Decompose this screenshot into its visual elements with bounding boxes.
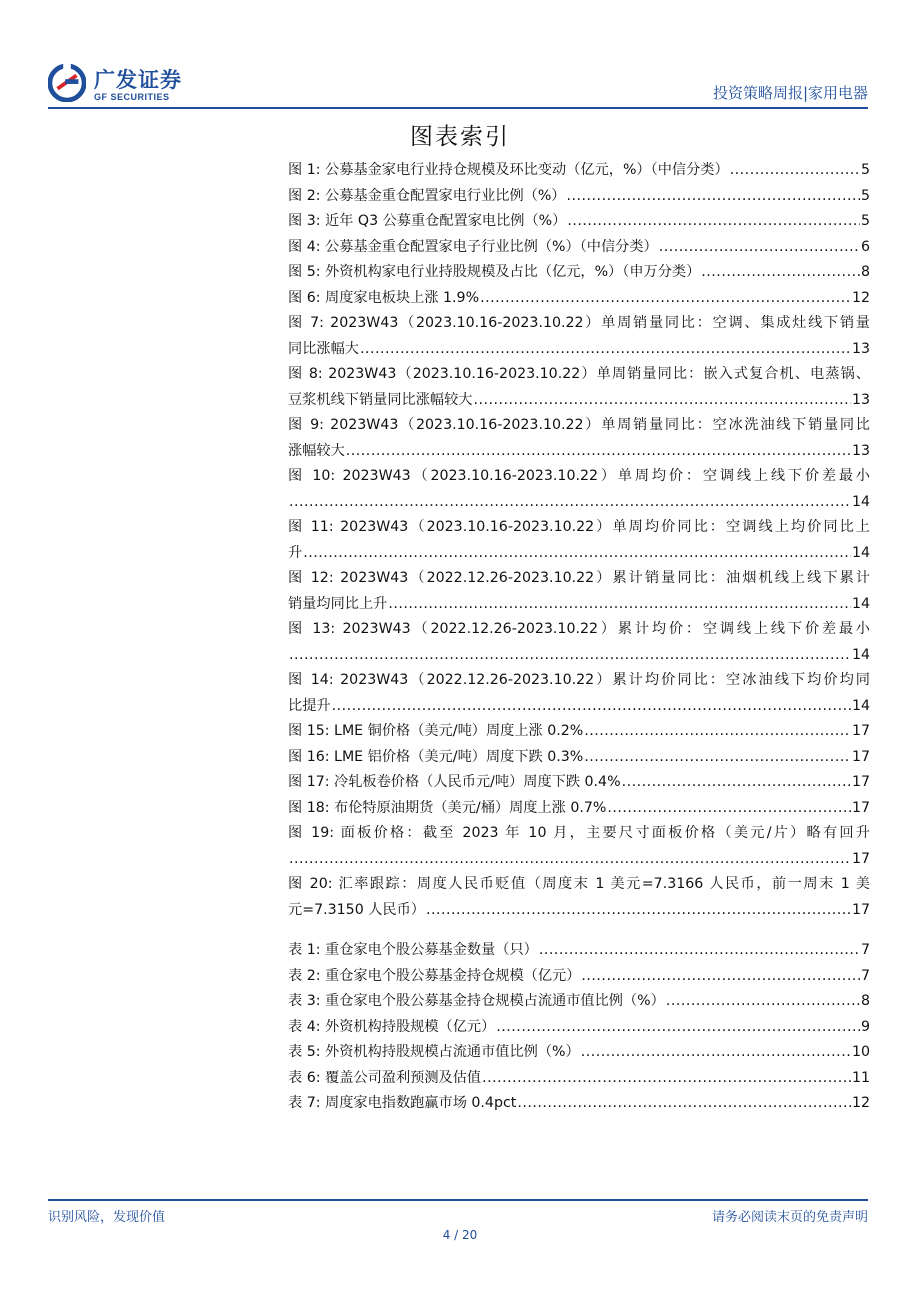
entry-page-number: 12 [851,289,870,306]
entry-title: 图 17: 冷轧板卷价格（人民币元/吨）周度下跌 0.4% [288,774,621,790]
entry-page-number: 17 [851,774,870,790]
entry-page-number: 10 [851,1044,870,1060]
entry-line: 图 9: 2023W43（2023.10.16-2023.10.22）单周销量同比：空冰洗油线下销量同比 [288,417,870,433]
entry-title: 表 5: 外资机构持股规模占流通市值比例（%） [288,1044,580,1060]
dot-leader [539,938,860,964]
dot-leader [584,719,851,745]
entry-page-number: 6 [860,238,870,255]
figure-entry-last-line[interactable] [288,490,870,516]
entry-page-number: 14 [851,646,870,663]
entry-title: 图 2: 公募基金重仓配置家电行业比例（%） [288,187,566,204]
entry-page-number: 17 [851,850,870,867]
entry-title: 图 4: 公募基金重仓配置家电子行业比例（%）（中信分类） [288,238,658,255]
figure-entry-last-line[interactable] [288,337,870,363]
footer-slogan: 识别风险，发现价值 [48,1210,166,1225]
entry-line: 图 19: 面板价格：截至 2023 年 10 月，主要尺寸面板价格（美元/片）略有回升 [288,825,870,841]
footer-disclaimer: 请务必阅读末页的免责声明 [711,1210,868,1225]
figure-entry[interactable] [288,158,870,184]
figure-entry[interactable] [288,286,870,312]
dot-leader [360,337,851,363]
entry-page-number: 14 [851,493,870,510]
figure-entry-last-line[interactable] [288,770,870,796]
figure-entry-last-line[interactable] [288,745,870,771]
entry-title: 表 1: 重仓家电个股公募基金数量（只） [288,942,538,958]
entry-title: 图 5: 外资机构家电行业持股规模及占比（亿元，%）（申万分类） [288,264,701,280]
entry-page-number: 14 [851,697,870,714]
page-title: 图表索引 [410,124,510,150]
entry-page-number: 11 [851,1069,870,1086]
dot-leader [388,592,851,618]
entry-line: 图 8: 2023W43（2023.10.16-2023.10.22）单周销量同比：嵌入式复合机、电蒸锅、 [288,366,870,382]
dot-leader [289,490,851,516]
figure-entry-last-line[interactable] [288,719,870,745]
table-entry[interactable] [288,989,870,1015]
figure-entry[interactable] [288,617,870,668]
figure-entry-last-line[interactable] [288,286,870,312]
table-entry[interactable] [288,1015,870,1041]
entry-page-number: 9 [860,1018,870,1035]
entry-title: 图 16: LME 铝价格（美元/吨）周度下跌 0.3% [288,748,584,765]
table-entry[interactable] [288,1066,870,1092]
figure-entry-last-line[interactable] [288,235,870,261]
figure-entry[interactable] [288,184,870,210]
entry-page-number: 13 [851,340,870,357]
figure-entry-last-line[interactable] [288,541,870,567]
gf-logo-icon [48,64,86,102]
figure-entry-last-line[interactable] [288,643,870,669]
dot-leader [659,235,860,261]
entry-title: 豆浆机线下销量同比涨幅较大 [288,391,473,408]
entry-line: 图 11: 2023W43（2023.10.16-2023.10.22）单周均价同比：空调线上均价同比上 [288,519,870,535]
entry-line: 图 12: 2023W43（2022.12.26-2023.10.22）累计销量同比：油烟机线上线下累计 [288,570,870,586]
table-entry[interactable] [288,938,870,964]
entry-page-number: 5 [860,162,870,178]
figure-entry-last-line[interactable] [288,260,870,286]
figure-entry-last-line[interactable] [288,847,870,873]
figure-entry[interactable] [288,796,870,822]
entry-title: 图 18: 布伦特原油期货（美元/桶）周度上涨 0.7% [288,799,607,816]
entry-page-number: 5 [860,187,870,204]
entry-page-number: 7 [860,967,870,984]
dot-leader [701,260,860,286]
dot-leader [581,1040,851,1066]
table-entry[interactable] [288,1040,870,1066]
entry-title: 图 15: LME 铜价格（美元/吨）周度上涨 0.2% [288,723,584,739]
figure-entry-last-line[interactable] [288,209,870,235]
entry-title: 图 3: 近年 Q3 公募重仓配置家电比例（%） [288,213,567,229]
figure-entry-last-line[interactable] [288,592,870,618]
entry-title: 元=7.3150 人民币） [288,901,425,918]
dot-leader [346,439,851,465]
logo-english-name: GF SECURITIES [94,92,170,102]
entry-line: 图 13: 2023W43（2022.12.26-2023.10.22）累计均价：空调线上线下价差最小 [288,621,870,637]
entry-line: 图 14: 2023W43（2022.12.26-2023.10.22）累计均价同比：空冰油线下均价均同 [288,672,870,688]
logo-chinese-name: 广发证券 [94,68,182,92]
entry-page-number: 17 [851,799,870,816]
entry-page-number: 8 [860,264,870,280]
figure-entry-last-line[interactable] [288,184,870,210]
entry-page-number: 12 [851,1095,870,1111]
entry-page-number: 14 [851,544,870,561]
figure-index [288,158,870,923]
entry-page-number: 7 [860,942,870,958]
page-number: 4 / 20 [442,1228,478,1242]
figure-entry[interactable] [288,235,870,261]
figure-entry[interactable] [288,872,870,923]
dot-leader [480,286,851,312]
entry-title: 表 7: 周度家电指数跑赢市场 0.4pct [288,1095,517,1111]
entry-page-number: 8 [860,993,870,1009]
dot-leader [607,796,851,822]
figure-entry[interactable] [288,821,870,872]
entry-line: 图 10: 2023W43（2023.10.16-2023.10.22）单周均价：空调线上线下价差最小 [288,468,870,484]
entry-title: 表 4: 外资机构持股规模（亿元） [288,1018,496,1035]
entry-title: 销量均同比上升 [288,595,388,612]
figure-entry[interactable] [288,260,870,286]
figure-entry-last-line[interactable] [288,694,870,720]
figure-entry-last-line[interactable] [288,796,870,822]
entry-title: 同比涨幅大 [288,340,359,357]
table-entry[interactable] [288,964,870,990]
figure-entry[interactable] [288,515,870,566]
figure-entry[interactable] [288,566,870,617]
figure-entry[interactable] [288,362,870,413]
dot-leader [666,989,860,1015]
dot-leader [303,541,851,567]
entry-title: 图 6: 周度家电板块上涨 1.9% [288,289,480,306]
dot-leader [473,388,850,414]
dot-leader [332,694,851,720]
entry-title: 表 3: 重仓家电个股公募基金持仓规模占流通市值比例（%） [288,993,665,1009]
dot-leader [730,158,860,184]
entry-page-number: 13 [851,391,870,408]
dot-leader [496,1015,860,1041]
figure-entry[interactable] [288,209,870,235]
table-index [288,938,870,1117]
figure-entry[interactable] [288,770,870,796]
figure-entry-last-line[interactable] [288,898,870,924]
figure-entry-last-line[interactable] [288,439,870,465]
company-logo [48,64,198,108]
entry-page-number: 17 [851,748,870,765]
entry-page-number: 17 [851,723,870,739]
header-divider [48,107,868,109]
figure-entry[interactable] [288,745,870,771]
entry-title: 表 2: 重仓家电个股公募基金持仓规模（亿元） [288,967,581,984]
entry-page-number: 5 [860,213,870,229]
entry-page-number: 13 [851,442,870,459]
entry-page-number: 14 [851,595,870,612]
figure-entry-last-line[interactable] [288,158,870,184]
entry-line: 图 7: 2023W43（2023.10.16-2023.10.22）单周销量同比：空调、集成灶线下销量 [288,315,870,331]
entry-title: 升 [288,544,303,561]
entry-title: 表 6: 覆盖公司盈利预测及估值 [288,1069,482,1086]
figure-entry[interactable] [288,311,870,362]
dot-leader [581,964,860,990]
dot-leader [482,1066,851,1092]
dot-leader [567,209,860,235]
figure-entry[interactable] [288,464,870,515]
dot-leader [622,770,851,796]
entry-title: 图 1: 公募基金家电行业持仓规模及环比变动（亿元，%）（中信分类） [288,162,729,178]
entry-page-number: 17 [851,901,870,918]
dot-leader [289,847,851,873]
table-entry[interactable] [288,1091,870,1117]
entry-title: 比提升 [288,697,331,714]
dot-leader [584,745,851,771]
dot-leader [567,184,860,210]
entry-line: 图 20: 汇率跟踪：周度人民币贬值（周度末 1 美元=7.3166 人民币，前一周末 1 美 [288,876,870,892]
footer-divider [48,1199,868,1201]
report-type: 投资策略周报|家用电器 [712,84,868,102]
dot-leader [289,643,851,669]
dot-leader [426,898,851,924]
figure-entry-last-line[interactable] [288,388,870,414]
dot-leader [517,1091,851,1117]
figure-entry[interactable] [288,413,870,464]
entry-title: 涨幅较大 [288,442,345,459]
figure-entry[interactable] [288,668,870,719]
figure-entry[interactable] [288,719,870,745]
